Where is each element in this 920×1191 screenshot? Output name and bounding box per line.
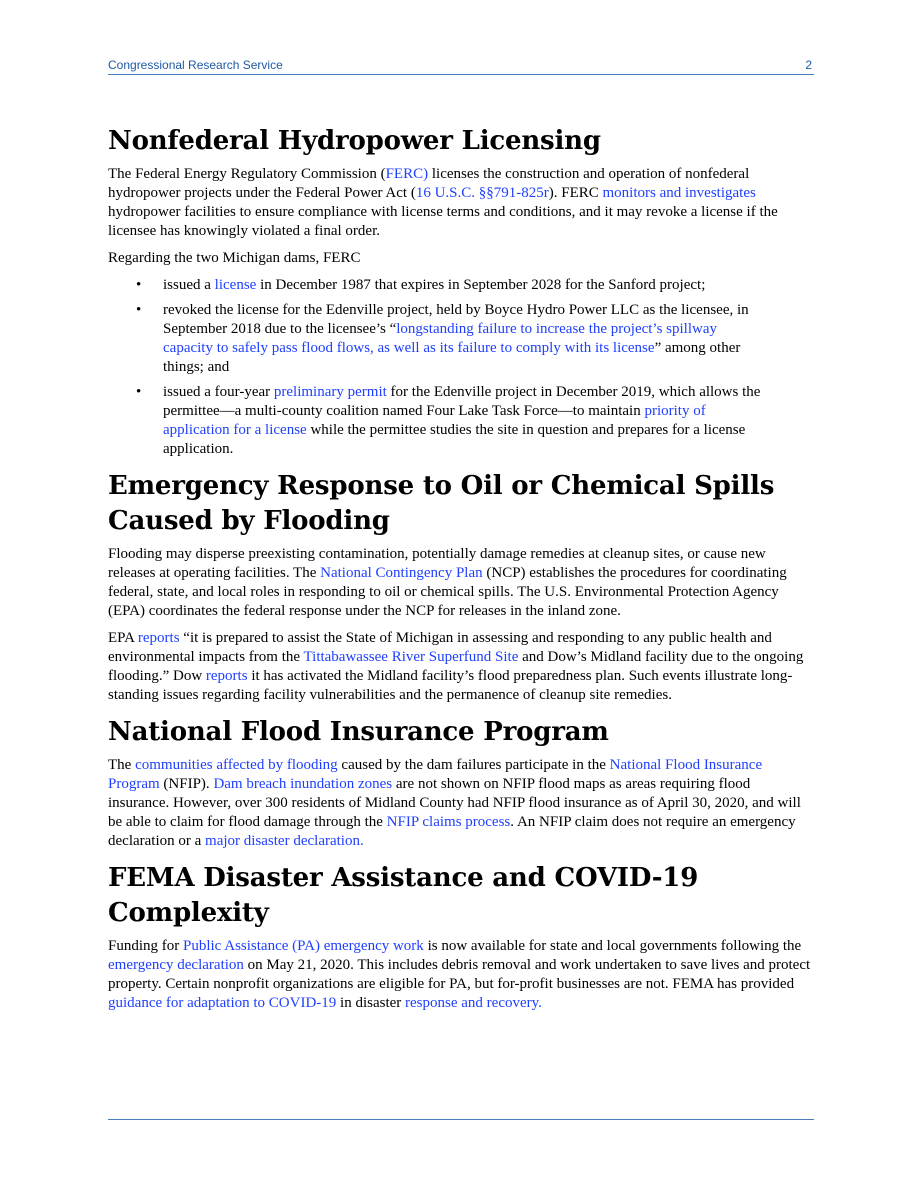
list-item [108,276,763,295]
footer-divider [108,1119,814,1120]
link-public-assistance-emergency-work[interactable]: Public Assistance (PA) emergency work [183,938,424,954]
main-content [108,124,814,1021]
page-number: 2 [805,58,812,72]
text: The [108,757,136,773]
section-heading-nfip: National Flood Insurance Program [108,717,609,747]
link-longstanding-failure[interactable]: longstanding failure to increase the project’s spillway capacity to safely pass flood flows, as well as its failure to comply with its license [163,321,718,356]
link-license[interactable]: license [214,277,257,293]
bullet-icon: • [136,302,142,318]
link-emergency-declaration[interactable]: emergency declaration [108,957,244,973]
text: (NFIP). [159,776,214,792]
link-national-contingency-plan[interactable]: National Contingency Plan [320,565,483,581]
text: Flooding may disperse preexisting contamination, potentially damage remedies at cleanup sites, or cause new releases at operating facilities. The [108,546,766,581]
section-heading-fema-covid: FEMA Disaster Assistance and COVID-19 Complexity [108,863,699,928]
link-nfip-claims-process[interactable]: NFIP claims process [386,814,511,830]
link-preliminary-permit[interactable]: preliminary permit [273,384,387,400]
paragraph-nfip [108,756,814,851]
text: hydropower facilities to ensure compliance with license terms and conditions, and it may revoke a license if the licensee has knowingly violated a final order. [108,204,778,239]
text: while the permittee studies the site in question and prepares for a license application. [163,422,746,457]
link-national-flood-insurance-program[interactable]: National Flood Insurance Program [108,757,763,792]
text: on May 21, 2020. This includes debris removal and work undertaken to save lives and protect property. Certain nonprofit organizations are eligible for PA, but for-profit businesses are not. FEMA has provided [108,957,811,992]
text: in December 1987 that expires in September 2028 for the Sanford project; [256,277,706,293]
text: . An NFIP claim does not require an emergency declaration or a [108,814,796,849]
link-usc-791[interactable]: 16 U.S.C. §§791-825r [415,185,549,201]
link-response-and-recovery[interactable]: response and recovery. [405,995,542,1011]
paragraph-flooding-contamination [108,545,814,621]
link-monitors-investigates[interactable]: monitors and investigates [602,185,756,201]
text: licenses the construction and operation of nonfederal hydropower projects under the Federal Power Act ( [108,166,750,201]
text: issued a [163,277,215,293]
paragraph-fema-assistance [108,937,814,1013]
text: (NCP) establishes the procedures for coordinating federal, state, and local roles in responding to oil or chemical spills. The U.S. Environmental Protection Agency (EPA) coordinates the federal response under the NCP for releases in the inland zone. [108,565,787,619]
header-source: Congressional Research Service [108,58,283,72]
text: it has activated the Midland facility’s flood preparedness plan. Such events illustrate long-standing issues regarding facility vulnerabilities and the permanence of cleanup site remedies. [108,668,793,703]
text: revoked the license for the Edenville project, held by Boyce Hydro Power LLC as the licensee, in September 2018 due to the licensee’s “ [163,302,749,337]
bullet-icon: • [136,384,142,400]
section-heading-emergency-response: Emergency Response to Oil or Chemical Spills Caused by Flooding [108,471,775,536]
section-heading-hydropower-licensing: Nonfederal Hydropower Licensing [108,126,601,156]
text: is now available for state and local governments following the [423,938,802,954]
text: are not shown on NFIP flood maps as areas requiring flood insurance. However, over 300 residents of Midland County had NFIP flood insurance as of April 30, 2020, and will be able to claim for flood damage through the [108,776,801,830]
list-item [108,301,763,377]
text: “it is prepared to assist the State of Michigan in assessing and responding to any public health and environmental impacts from the [108,630,772,665]
bullet-icon: • [136,277,142,293]
text: EPA [108,630,138,646]
list-item [108,383,763,459]
text: ” among other things; and [163,340,741,375]
link-major-disaster-declaration[interactable]: major disaster declaration. [205,833,364,849]
link-covid-guidance[interactable]: guidance for adaptation to COVID-19 [108,995,337,1011]
paragraph-ferc-intro [108,165,814,241]
link-dow-reports[interactable]: reports [205,668,248,684]
text: Funding for [108,938,183,954]
link-epa-reports[interactable]: reports [137,630,180,646]
page-header [108,58,814,75]
text: and Dow’s Midland facility due to the ongoing flooding.” Dow [108,649,804,684]
link-communities-affected[interactable]: communities affected by flooding [135,757,338,773]
paragraph-michigan-dams: Regarding the two Michigan dams, FERC [108,250,361,266]
text: issued a four-year [163,384,274,400]
text: The Federal Energy Regulatory Commission ( [108,166,386,182]
link-ferc[interactable]: FERC) [385,166,429,182]
link-tittabawassee-superfund[interactable]: Tittabawassee River Superfund Site [303,649,519,665]
text: in disaster [336,995,406,1011]
link-dam-breach-inundation-zones[interactable]: Dam breach inundation zones [213,776,393,792]
text: ). FERC [548,185,603,201]
text: caused by the dam failures participate in the [337,757,610,773]
bullet-list-ferc-actions [108,276,814,459]
paragraph-epa-reports [108,629,814,705]
link-priority-of-application[interactable]: priority of application for a license [163,403,706,438]
text: for the Edenville project in December 2019, which allows the permittee—a multi-county coalition named Four Lake Task Force—to maintain [163,384,761,419]
